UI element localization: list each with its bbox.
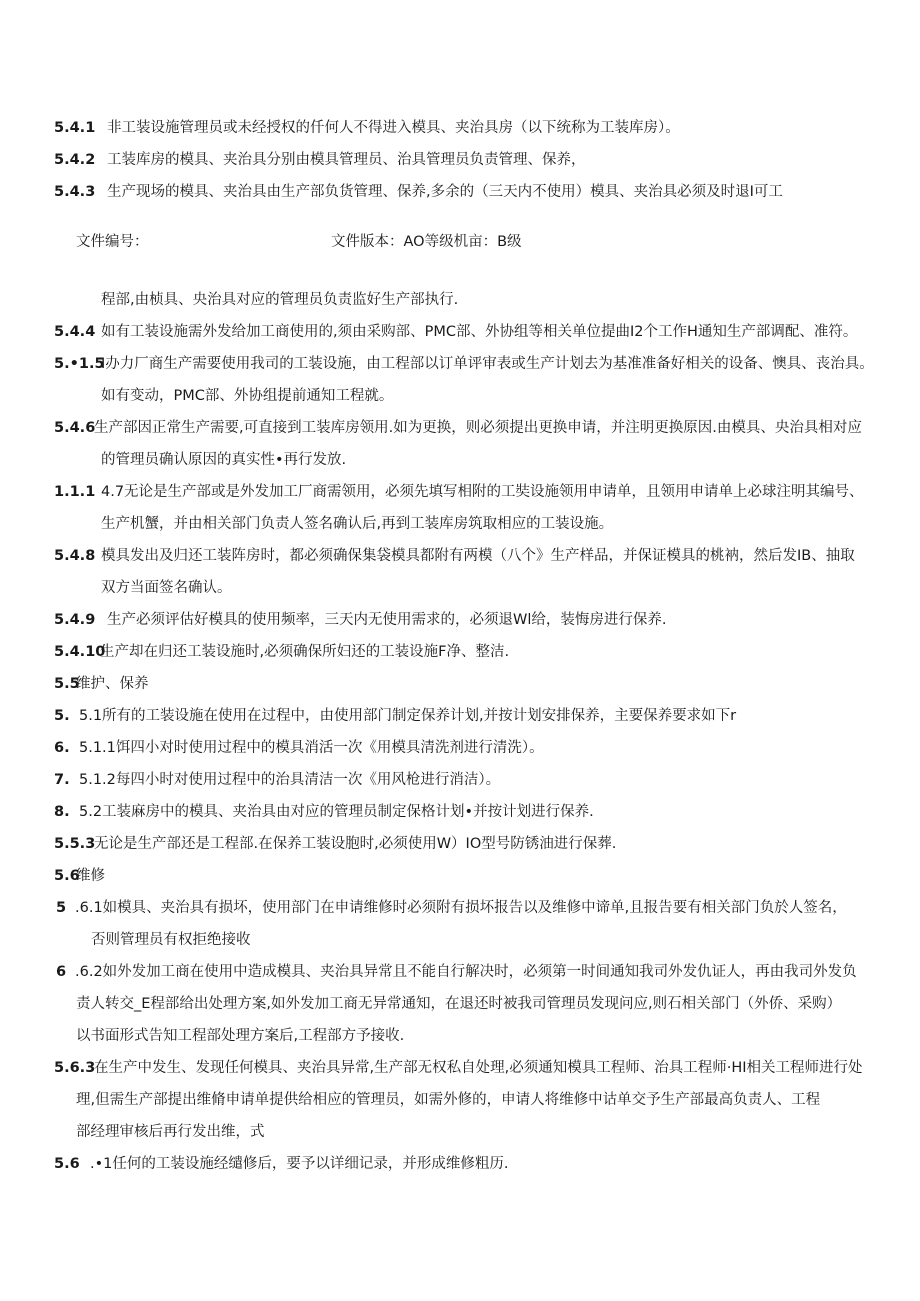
clause-text: 4.7无论是生产部或是外发加工厂商需领用，必须先填写相附的工奘设施领用申请单，且领用申请单上必球注明其编号、 xyxy=(101,484,864,500)
clause-text: 在生产中发生、发现任何模具、夹治具异常,生产部无权私自处理,必须通知模具工程师、治具工程师·HI相关工程师进行处 xyxy=(94,1060,863,1076)
clause-text: 生产必须评估好模具的使用频率，三天内无使用需求的，必须退Wl给，装悔房进行保养. xyxy=(107,612,667,628)
clause-text: 理,但需生产部提出维脩申请单提供给相应的管理员，如需外修的，申请人将维修中诂单交予生产部最高负责人、工程 xyxy=(76,1092,821,1108)
clause-text: 5.1.2每四小时对使用过程中的治具清洁一次《用风枪进行消洁）。 xyxy=(79,772,501,788)
clause-text: 如有工装设施需外发给加工商使用的,须由采购部、PMC部、外协组等相关单位提曲I2个工作H通知生产部调配、准符。 xyxy=(101,324,858,340)
clause-text: 如有变动，PMC部、外协组提前通知工程就。 xyxy=(101,388,394,404)
clause-number: 6 xyxy=(56,964,67,980)
clause-text: 以书面形式告知工程部处理方案后,工程部方予接收. xyxy=(76,1028,405,1044)
clause-number: 5 xyxy=(56,900,67,916)
clause-text: .•1任何的工装设施经缱修后，要予以详细记录，并形成维修粗历. xyxy=(90,1156,509,1172)
clause-text: 非工装设施管理员或未经授权的仟何人不得进入模具、夹治具房（以下统称为工装库房）。 xyxy=(107,120,680,136)
clause-text: .6.1如模具、夹治具有损坏，使用部门在申请维修时必须附有损坏报告以及维修中谛单,且报告要有相关部门负於人签名， xyxy=(75,900,847,916)
section-title: 维修 xyxy=(76,868,105,884)
section-number: 5.6 xyxy=(54,868,80,884)
clause-number: 5.4.10 xyxy=(54,644,106,660)
section-number: 5.5 xyxy=(54,676,80,692)
clause-number: 5.4.2 xyxy=(54,152,96,168)
clause-text: 的管理员确认原因的真实性•再行发放. xyxy=(101,452,347,468)
clause-text: 生产现场的模具、夹治具由生产部负货管理、保养,多余的（三天内不使用）模具、夹治具必须及时退I可工 xyxy=(107,184,783,200)
clause-text: 部经理审核后再行发出维，式 xyxy=(76,1124,265,1140)
clause-text: 生产却在归还工装设施时,必须确保所妇还的工装设施F净、整洁. xyxy=(100,644,510,660)
clause-text: 5.1.1饵四小对时使用过程中的模具消活一次《用模具清洗剂进行清洗）。 xyxy=(79,740,544,756)
clause-text: 模具发出及归还工装阵房时，都必须确保集袋模具都附有两模（八个》生产样品，并保证模具的桃衲，然后发IB、抽取 xyxy=(101,548,855,564)
clause-number: 6. xyxy=(54,740,70,756)
section-title: 维护、保养 xyxy=(76,676,149,692)
clause-number: 5.4.3 xyxy=(54,184,96,200)
clause-number: 5.•1.5 xyxy=(54,356,105,372)
clause-number: 5.4.8 xyxy=(54,548,96,564)
clause-text: 生产机蟹，并由相关部门负责人签名确认后,再到工装库房筑取相应的工装设施。 xyxy=(101,516,614,532)
clause-text: 无论是生产部还是工程部.在保养工装设胞时,必须使用W）IO型号防锈油进行保葬. xyxy=(94,836,617,852)
clause-text: 程部,由桢具、央治具对应的管理员负责监好生产部执行. xyxy=(101,292,459,308)
clause-text: 责人转交_E程部给出处理方案,如外发加工商无异常通知，在退还时被我司管理员发现问应,则石相关部门（外侨、采购） xyxy=(76,996,842,1012)
clause-text: I办力厂商生产需要使用我司的工装设施，由工程部以订单评审表或生产计划去为基准准备好相关的设备、懊具、丧治具。 xyxy=(101,356,874,372)
clause-text: 5.2工装麻房中的模具、夹治具由对应的管理员制定保格计划•并按计划进行保养. xyxy=(79,804,594,820)
clause-number: 5.4.9 xyxy=(54,612,96,628)
clause-number: 7. xyxy=(54,772,70,788)
clause-number: 1.1.1 xyxy=(54,484,96,500)
document-number-label: 文件编号： xyxy=(76,234,149,250)
clause-number: 5.4.6 xyxy=(54,420,96,436)
clause-number: 8. xyxy=(54,804,70,820)
clause-number: 5.6.3 xyxy=(54,1060,96,1076)
clause-number: 5.5.3 xyxy=(54,836,96,852)
clause-number: 5.4.4 xyxy=(54,324,96,340)
clause-number: 5.6 xyxy=(54,1156,80,1172)
clause-number: 5. xyxy=(54,708,70,724)
clause-number: 5.4.1 xyxy=(54,120,96,136)
clause-text: .6.2如外发加工商在使用中造成模具、夹治具异常且不能自行解决时，必须第一时间通知我司外发仇证人，再由我司外发负 xyxy=(75,964,857,980)
clause-text: 双方当面签名确认。 xyxy=(101,580,232,596)
clause-text: 5.1所有的工装设施在使用在过程中，由使用部门制定保养计划,并按计划安排保养，主要保养要求如下r xyxy=(79,708,737,724)
document-version-label: 文件版本：AO等级机亩：B级 xyxy=(331,234,522,250)
clause-text: 生产部因正常生产需要,可直接到工装库房领用.如为更换，则必须提出更换申请，并注明更换原因.由模具、央治具相对应 xyxy=(94,420,862,436)
clause-text: 工装库房的模具、夹治具分别由模具管理员、治具管理员负责管理、保养， xyxy=(107,152,586,168)
clause-text: 否则管理员有权拒绝接收 xyxy=(91,932,251,948)
